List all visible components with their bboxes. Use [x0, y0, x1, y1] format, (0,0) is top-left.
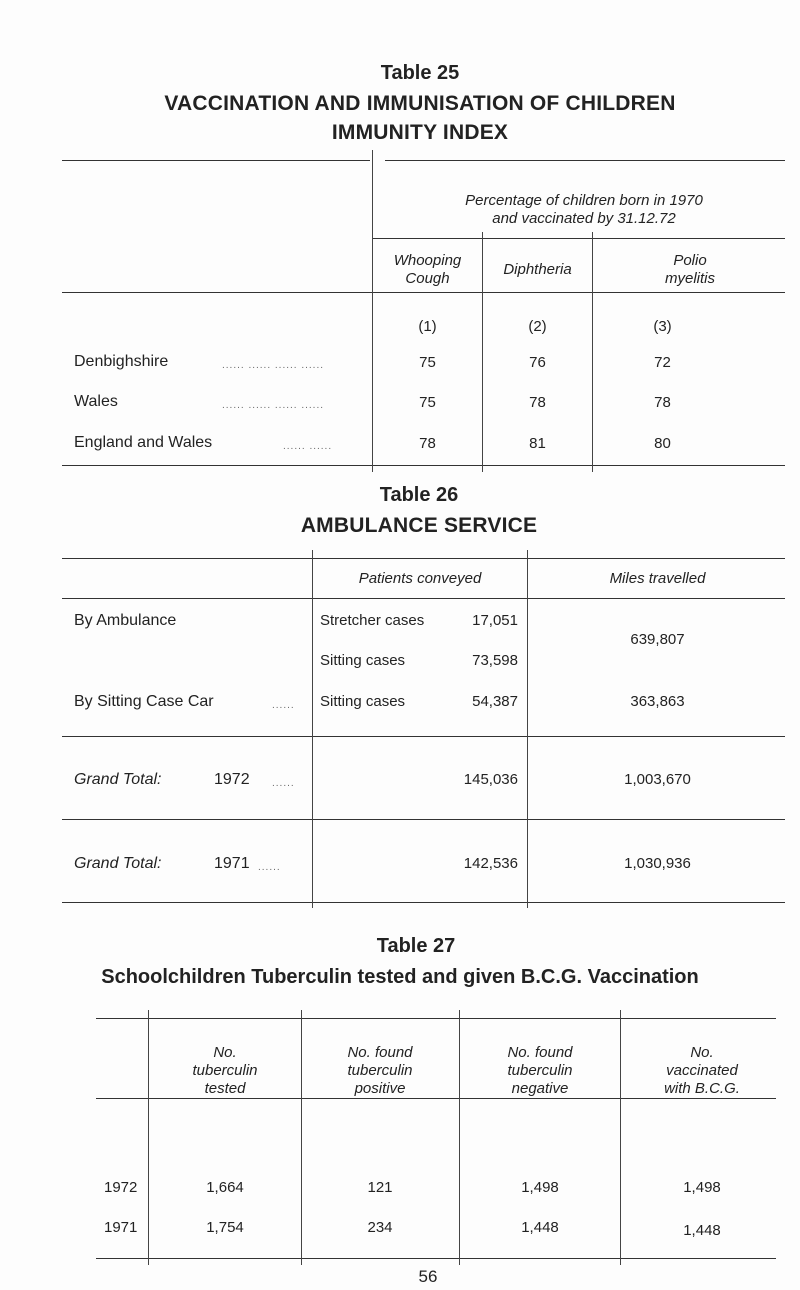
table25-subheading: IMMUNITY INDEX	[331, 121, 509, 144]
value-cell: 1,664	[206, 1179, 244, 1196]
row-label: Wales	[74, 393, 118, 410]
miles-cell: 363,863	[630, 693, 685, 710]
col-vaccinated-line2: vaccinated	[666, 1062, 738, 1079]
col-vaccinated-line1: No.	[690, 1044, 714, 1061]
col-patients-conveyed: Patients conveyed	[358, 570, 482, 587]
row-year: 1972	[104, 1179, 138, 1196]
leader-dots: ...... ......	[283, 441, 333, 452]
leader-dots: ......	[272, 778, 295, 789]
col-tested-line3: tested	[204, 1080, 246, 1097]
col-negative-line2: tuberculin	[507, 1062, 573, 1079]
grand-total-year: 1971	[214, 855, 250, 872]
value-cell: 78	[529, 394, 546, 411]
col-whooping-cough-line2: Cough	[405, 270, 450, 287]
value-cell: 72	[654, 354, 671, 371]
leader-dots: ......	[272, 700, 295, 711]
col-miles-travelled: Miles travelled	[609, 570, 706, 587]
value-cell: 80	[654, 435, 671, 452]
col-vaccinated-line3: with B.C.G.	[664, 1080, 740, 1097]
col-negative-line1: No. found	[507, 1044, 573, 1061]
case-label: Sitting cases	[320, 652, 406, 669]
col-num-3: (3)	[653, 318, 672, 335]
row-label: England and Wales	[74, 434, 213, 451]
table25-group-header-line1: Percentage of children born in 1970	[465, 192, 703, 209]
table26-heading: AMBULANCE SERVICE	[300, 514, 538, 537]
col-positive-line1: No. found	[347, 1044, 413, 1061]
row-label: By Sitting Case Car	[74, 693, 214, 710]
row-label: Denbighshire	[74, 353, 169, 370]
col-num-1: (1)	[418, 318, 437, 335]
total-miles-cell: 1,030,936	[624, 855, 691, 872]
col-whooping-cough-line1: Whooping	[393, 252, 462, 269]
col-polio-line2: myelitis	[664, 270, 715, 287]
case-label: Stretcher cases	[320, 612, 425, 629]
total-miles-cell: 1,003,670	[624, 771, 691, 788]
col-polio-line1: Polio	[673, 252, 707, 269]
grand-total-year: 1972	[214, 771, 250, 788]
table27-title: Table 27	[376, 935, 456, 957]
grand-total-label: Grand Total:	[74, 771, 162, 788]
col-diphtheria: Diphtheria	[503, 261, 572, 278]
leader-dots: ...... ...... ...... ......	[222, 400, 325, 411]
value-cell: 1,498	[683, 1179, 721, 1196]
page-number: 56	[418, 1267, 438, 1286]
total-patients-cell: 142,536	[463, 855, 518, 872]
col-positive-line2: tuberculin	[347, 1062, 413, 1079]
table27-heading: Schoolchildren Tuberculin tested and given B.C.G. Vaccination	[101, 966, 699, 988]
col-tested-line1: No.	[213, 1044, 237, 1061]
table25-group-header-line2: and vaccinated by 31.12.72	[492, 210, 676, 227]
value-cell: 1,498	[521, 1179, 559, 1196]
total-patients-cell: 145,036	[463, 771, 518, 788]
col-num-2: (2)	[528, 318, 547, 335]
value-cell: 121	[367, 1179, 393, 1196]
value-cell: 234	[367, 1219, 393, 1236]
leader-dots: ...... ...... ...... ......	[222, 360, 325, 371]
table25-title: Table 25	[380, 62, 460, 84]
value-cell: 1,448	[683, 1222, 721, 1239]
row-label: By Ambulance	[74, 612, 177, 629]
col-negative-line3: negative	[511, 1080, 569, 1097]
row-year: 1971	[104, 1219, 138, 1236]
value-cell: 76	[529, 354, 546, 371]
leader-dots: ......	[258, 862, 281, 873]
value-cell: 73,598	[472, 652, 518, 669]
value-cell: 75	[419, 354, 436, 371]
case-label: Sitting cases	[320, 693, 406, 710]
grand-total-label: Grand Total:	[74, 855, 162, 872]
value-cell: 81	[529, 435, 546, 452]
value-cell: 17,051	[472, 612, 518, 629]
col-tested-line2: tuberculin	[192, 1062, 258, 1079]
value-cell: 54,387	[472, 693, 518, 710]
col-positive-line3: positive	[354, 1080, 406, 1097]
miles-cell: 639,807	[630, 631, 685, 648]
value-cell: 1,448	[521, 1219, 559, 1236]
value-cell: 75	[419, 394, 436, 411]
value-cell: 78	[654, 394, 671, 411]
table25-heading: VACCINATION AND IMMUNISATION OF CHILDREN	[164, 92, 676, 115]
table26-title: Table 26	[379, 484, 459, 506]
value-cell: 78	[419, 435, 436, 452]
value-cell: 1,754	[206, 1219, 244, 1236]
